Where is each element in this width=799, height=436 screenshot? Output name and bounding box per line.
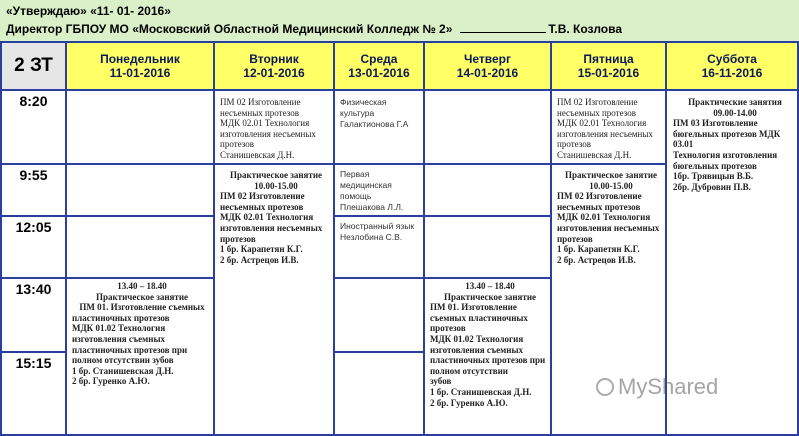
approval-line: «Утверждаю» «11- 01- 2016» [6, 4, 171, 18]
lesson-thu-practice: 13.40 – 18.40 Практическое занятие ПМ 01. Изготовление съемных пластиночных протезов МДК 01.02 Технология изготовления съемных пластиночных протезов при полном отсутствии зубов 1 бр. Станишевская Д.Н. 2 бр. Гуренко А.Ю. [430, 281, 546, 408]
slot-wed-5 [333, 351, 425, 436]
lesson-fri-practice: Практическое занятие 10.00-15.00 ПМ 02 Изготовление несъемных протезов МДК 02.01 Технология изготовления несъемных протезов 1 бр. Карапетян К.Г. 2 бр. Астрецов И.В. [557, 170, 660, 265]
day-date: 15-01-2016 [577, 66, 640, 80]
day-name: Суббота [707, 52, 757, 66]
time-slot-3: 12:05 [0, 215, 67, 279]
watermark: MyShared [618, 374, 719, 399]
day-header-tuesday [213, 41, 335, 91]
day-name: Вторник [249, 52, 299, 66]
day-name: Пятница [583, 52, 634, 66]
slot-thu-1 [423, 89, 552, 165]
lesson-sat-practice: Практические занятия 09.00-14.00 ПМ 03 Изготовление бюгельных протезов МДК 03.01 Технология изготовления бюгельных протезов 1бр. Трявицын В.Б. 2бр. Дубровин П.В. [673, 97, 782, 192]
group-label: 2 ЗТ [14, 55, 53, 76]
slot-thu-3 [423, 215, 552, 279]
day-header-thursday [423, 41, 552, 91]
slot-wed-4 [333, 277, 425, 353]
group-cell [0, 41, 67, 91]
slot-mon-2 [65, 163, 215, 217]
director-name: Т.В. Козлова [548, 22, 623, 36]
day-name: Четверг [463, 52, 512, 66]
day-header-monday [65, 41, 215, 91]
lesson-tue-morning: ПМ 02 Изготовление несъемных протезов МДК 02.01 Технология изготовления несъемных протезов Станишевская Д.Н. [220, 97, 316, 160]
slot-thu-2 [423, 163, 552, 217]
lesson-wed-1: Физическая культура Галактионова Г.А [340, 97, 409, 129]
day-date: 11-01-2016 [109, 66, 171, 80]
lesson-mon-practice: 13.40 – 18.40 Практическое занятие ПМ 01. Изготовление съемных пластиночных протезов МДК 01.02 Технология изготовления съемных пластиночных протезов при полном отсутствии зубов 1 бр. Станишевская Д.Н. 2 бр. Гуренко А.Ю. [72, 281, 205, 387]
lesson-wed-2: Первая медицинская помощь Плешакова Л.Л. [340, 169, 404, 212]
time-slot-4: 13:40 [0, 277, 67, 353]
lesson-fri-morning: ПМ 02 Изготовление несъемных протезов МДК 02.01 Технология изготовления несъемных протезов Станишевская Д.Н. [557, 97, 653, 160]
day-date: 12-01-2016 [243, 66, 305, 80]
time-slot-5: 15:15 [0, 351, 67, 436]
day-date: 16-11-2016 [701, 66, 763, 80]
slot-mon-3 [65, 215, 215, 279]
day-header-saturday [665, 41, 799, 91]
day-date: 14-01-2016 [456, 66, 519, 80]
day-name: Среда [360, 52, 398, 66]
slot-mon-1 [65, 89, 215, 165]
approval-header [0, 0, 799, 41]
day-header-friday [550, 41, 667, 91]
time-slot-1: 8:20 [0, 89, 67, 165]
day-name: Понедельник [100, 52, 180, 66]
director-line [6, 22, 622, 36]
watermark-icon [596, 378, 614, 396]
signature-line [460, 23, 546, 33]
lesson-wed-3: Иностранный язык Незлобина С.В. [340, 221, 415, 242]
time-slot-2: 9:55 [0, 163, 67, 217]
day-header-wednesday [333, 41, 425, 91]
lesson-tue-practice: Практическое занятие 10.00-15.00 ПМ 02 Изготовление несъемных протезов МДК 02.01 Технология изготовления несъемных протезов 1 бр. Карапетян К.Г. 2 бр. Астрецов И.В. [220, 170, 323, 265]
director-title: Директор ГБПОУ МО «Московский Областной Медицинский Колледж № 2» [6, 22, 453, 36]
day-date: 13-01-2016 [348, 66, 410, 80]
